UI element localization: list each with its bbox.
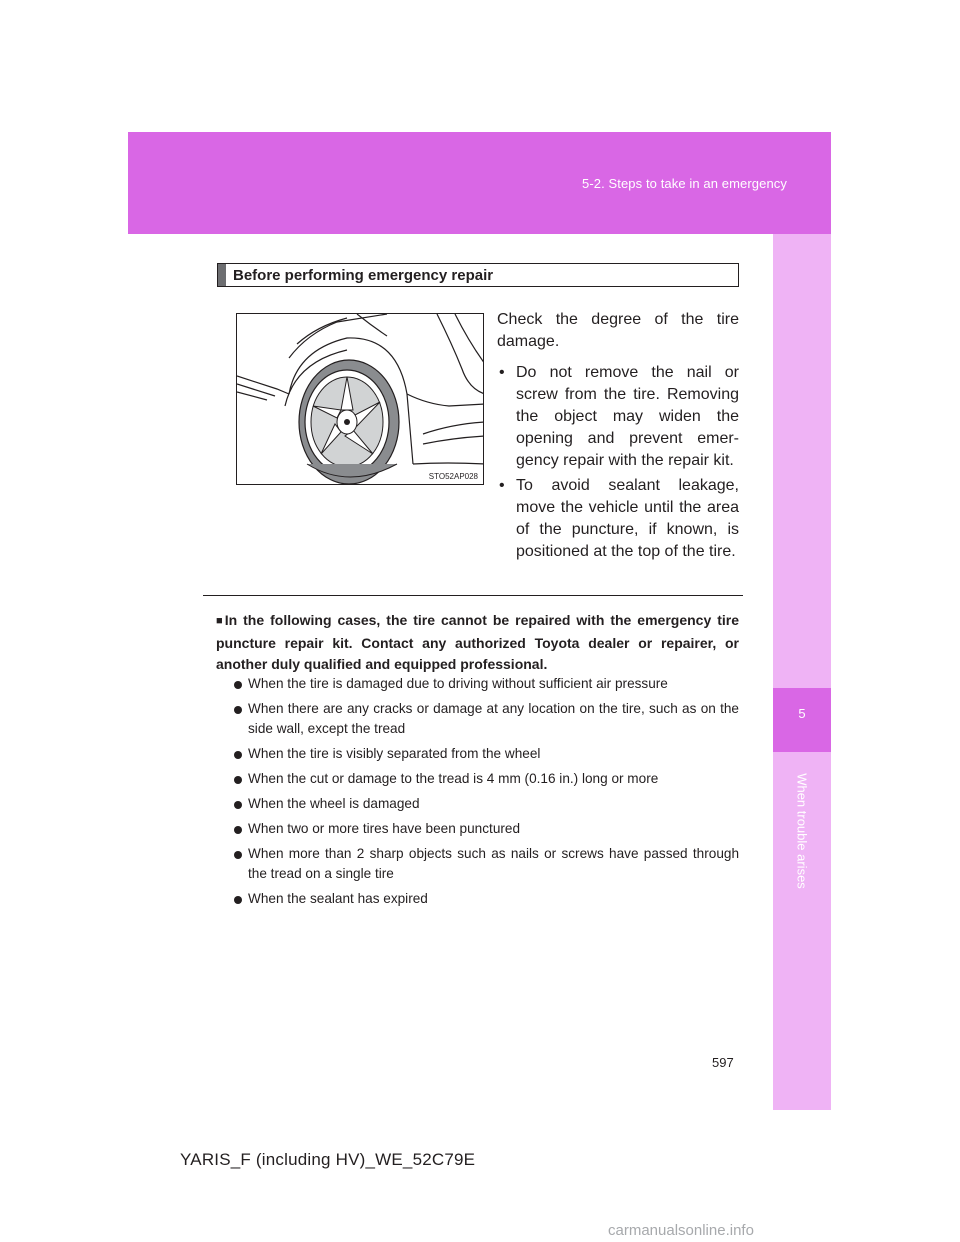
figure-code: STO52AP028	[428, 472, 478, 481]
unrepairable-cases-list	[234, 674, 739, 914]
bullet-dot-icon	[234, 826, 242, 834]
list-item	[234, 699, 739, 739]
list-item-text: Do not remove the nail or screw from the tire. Removing the object may widen the opening and prevent emer- gency repair with the repair kit.	[516, 364, 739, 469]
list-item-text: When the tire is visibly separated from the wheel	[248, 746, 541, 761]
bullet-dot-icon	[234, 851, 242, 859]
section-title: 5-2. Steps to take in an emergency	[581, 176, 787, 191]
watermark: carmanualsonline.info	[608, 1222, 754, 1239]
list-item	[234, 819, 739, 839]
section-heading	[217, 263, 739, 287]
car-wheel-drawing	[237, 314, 484, 485]
heading-accent-bar	[218, 264, 226, 286]
list-item-text: When two or more tires have been punctured	[248, 821, 521, 836]
chapter-title: When trouble arises	[794, 773, 810, 889]
list-item	[497, 475, 739, 563]
note-title	[216, 610, 739, 675]
section-divider	[203, 595, 743, 596]
bullet-dot-icon	[234, 896, 242, 904]
document-id: YARIS_F (including HV)_WE_52C79E	[180, 1150, 476, 1169]
chapter-side-tab	[773, 234, 831, 1110]
square-bullet-icon: ■	[216, 615, 225, 627]
list-item	[234, 844, 739, 884]
list-item-text: When the cut or damage to the tread is 4 mm (0.16 in.) long or more	[248, 771, 659, 786]
list-item	[234, 794, 739, 814]
bullet-dot-icon: •	[499, 364, 505, 381]
list-item-text: When the sealant has expired	[248, 891, 428, 906]
repair-precautions-list	[497, 362, 739, 566]
chapter-number-box	[773, 688, 831, 752]
list-item-text: To avoid sealant leakage, move the vehicle until the area of the puncture, if known, is positioned at the top of the tire.	[516, 477, 739, 560]
bullet-dot-icon	[234, 751, 242, 759]
intro-text: Check the degree of the tire damage.	[497, 311, 739, 350]
bullet-dot-icon	[234, 801, 242, 809]
bullet-dot-icon: •	[499, 477, 505, 494]
list-item	[497, 362, 739, 472]
list-item	[234, 769, 739, 789]
list-item-text: When the tire is damaged due to driving without sufficient air pressure	[248, 676, 668, 691]
list-item	[234, 674, 739, 694]
header-band	[128, 132, 831, 234]
list-item-text: When there are any cracks or damage at any location on the tire, such as on the side wall, except the tread	[248, 701, 739, 736]
chapter-number: 5	[798, 706, 806, 721]
list-item-text: When more than 2 sharp objects such as nails or screws have passed through the tread on a single tire	[248, 846, 739, 881]
note-title-text: In the following cases, the tire cannot be repaired with the emergency tire puncture repair kit. Contact any authorized Toyota dealer or repairer, or another duly qualified and equipped professional.	[216, 612, 739, 672]
heading-text: Before performing emergency repair	[233, 266, 494, 284]
bullet-dot-icon	[234, 706, 242, 714]
tire-illustration	[236, 313, 484, 485]
list-item	[234, 889, 739, 909]
list-item-text: When the wheel is damaged	[248, 796, 420, 811]
list-item	[234, 744, 739, 764]
page-number: 597	[712, 1055, 734, 1070]
bullet-dot-icon	[234, 681, 242, 689]
bullet-dot-icon	[234, 776, 242, 784]
